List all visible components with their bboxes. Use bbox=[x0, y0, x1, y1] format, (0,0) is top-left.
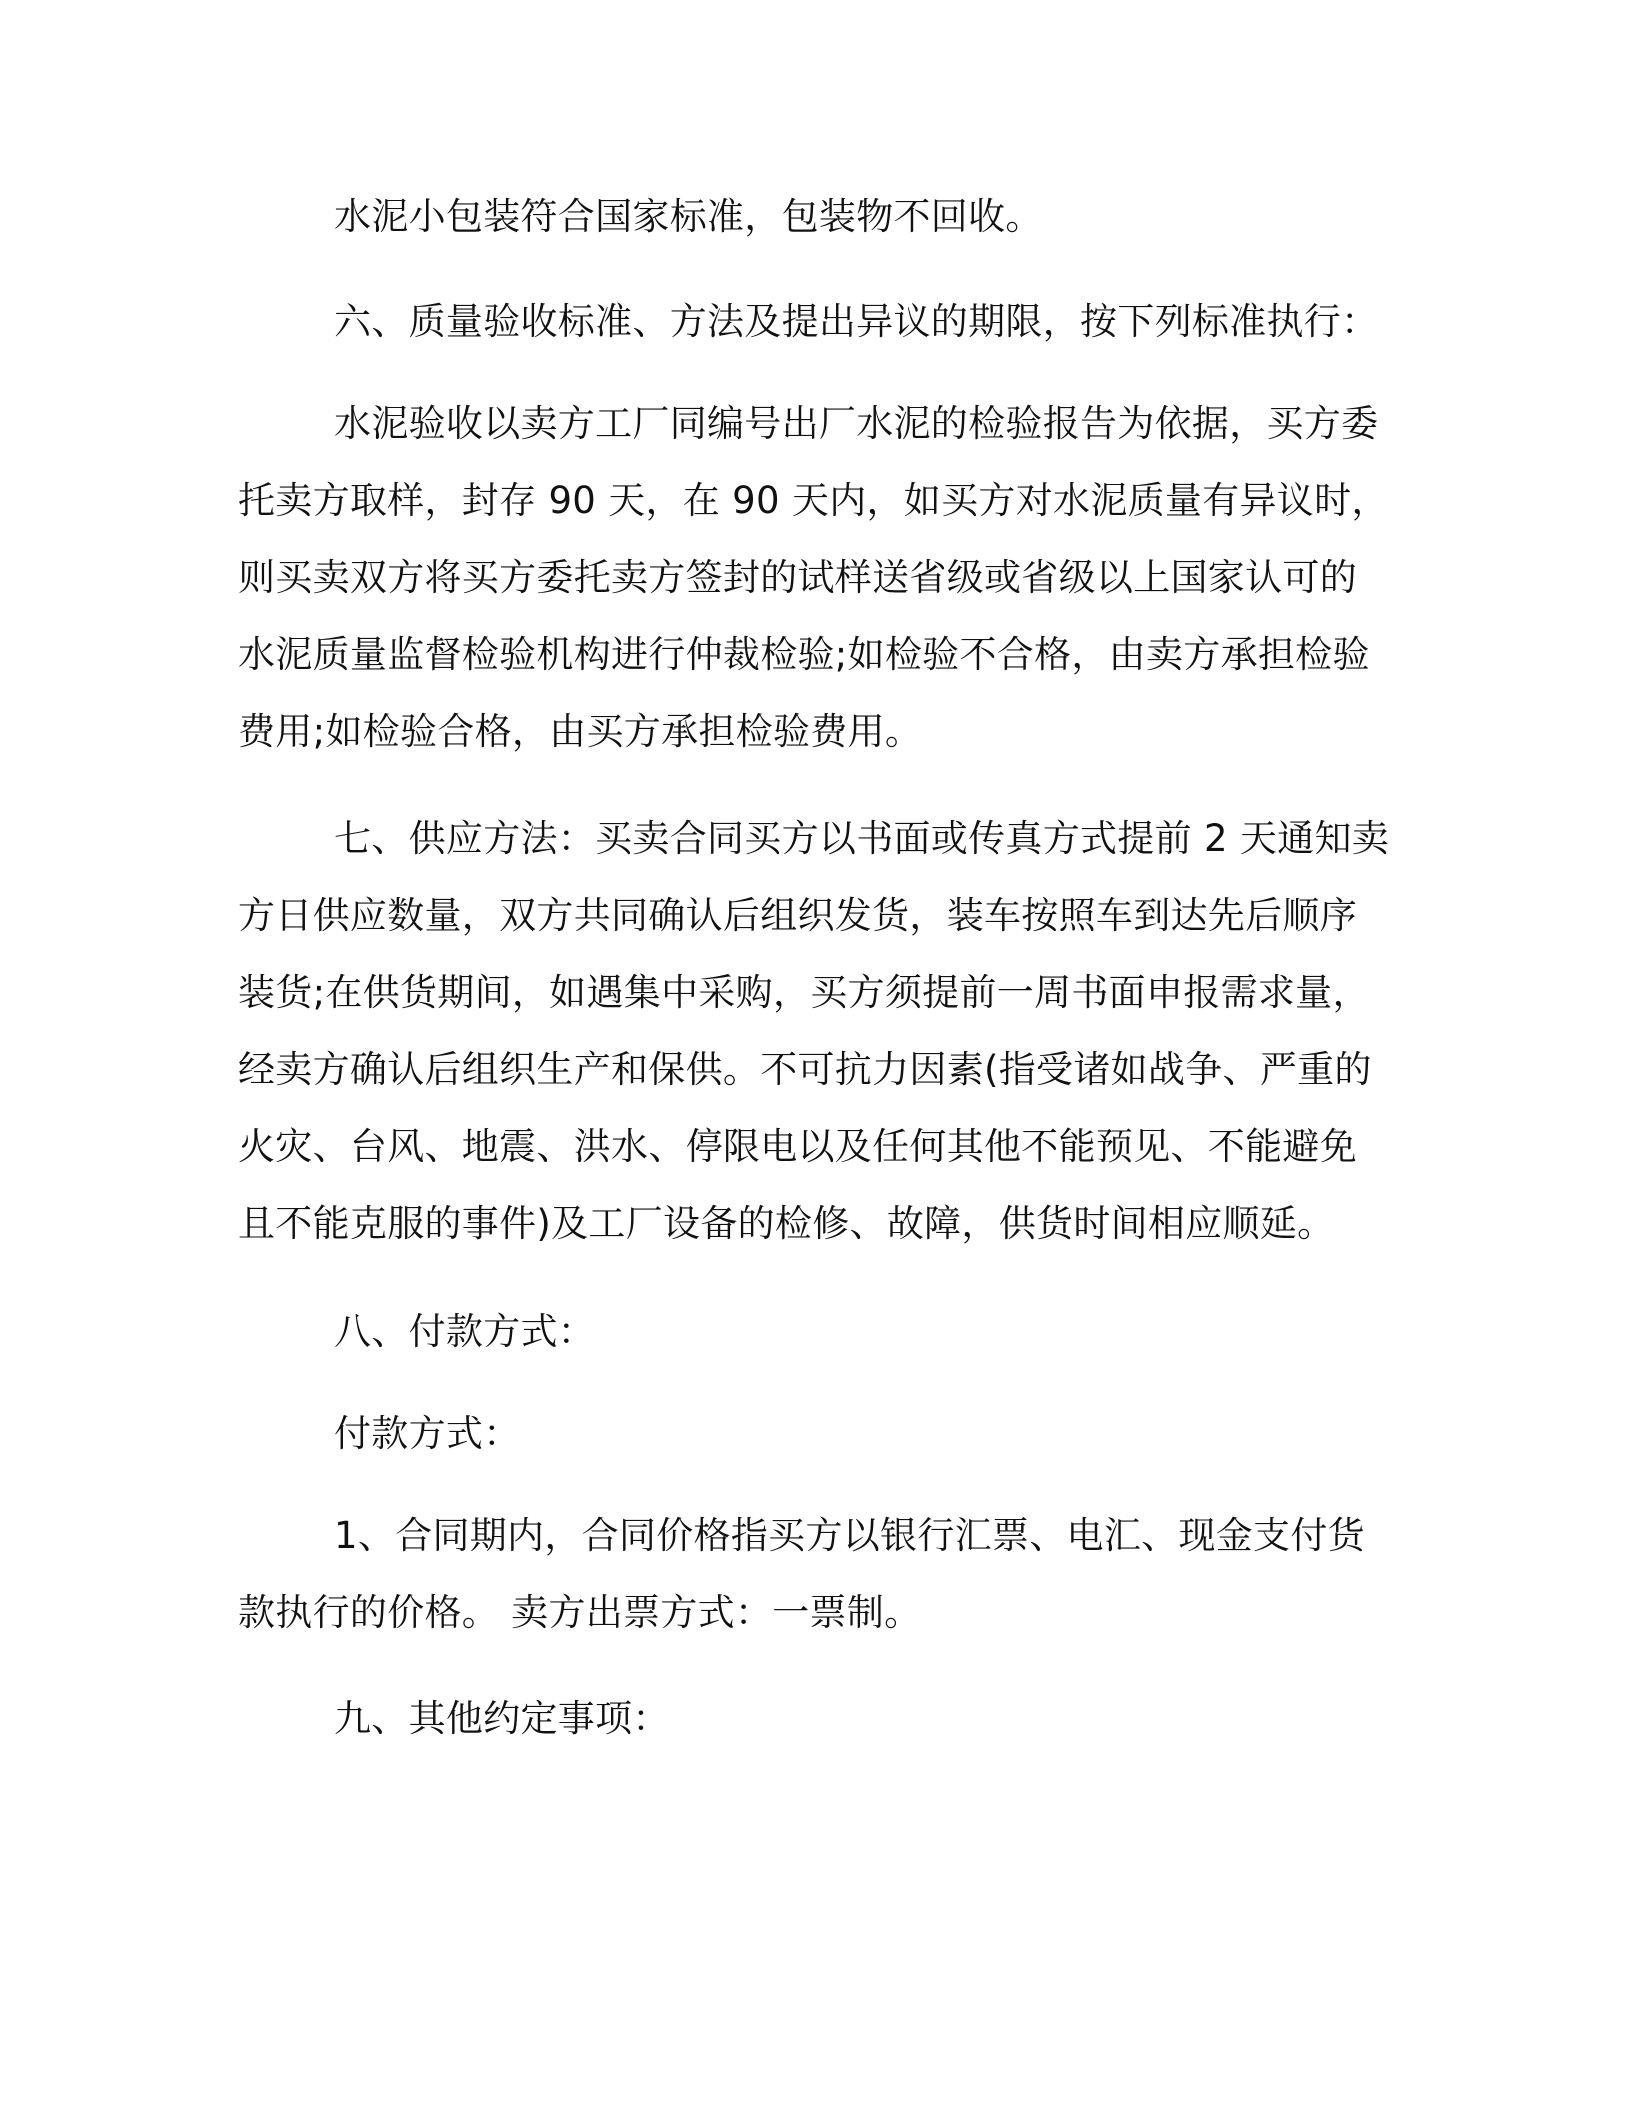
text-line: 且不能克服的事件)及工厂设备的检修、故障，供货时间相应顺延。 bbox=[238, 1202, 1335, 1245]
paragraph-section-7-supply bbox=[238, 800, 1390, 1262]
text-line: 水泥验收以卖方工厂同编号出厂水泥的检验报告为依据，买方委 bbox=[334, 402, 1379, 445]
text-line: 款执行的价格。 卖方出票方式：一票制。 bbox=[238, 1591, 922, 1634]
paragraph-quality-acceptance bbox=[238, 385, 1389, 770]
paragraph-section-8-heading bbox=[238, 1293, 1378, 1370]
text-line: 1、合同期内，合同价格指买方以银行汇票、电汇、现金支付货 bbox=[334, 1514, 1365, 1557]
paragraph-section-9-heading bbox=[238, 1680, 1378, 1757]
paragraph-payment-item-1 bbox=[238, 1497, 1378, 1651]
text-line: 方日供应数量，双方共同确认后组织发货，装车按照车到达先后顺序 bbox=[238, 894, 1357, 937]
text-line: 水泥小包装符合国家标准，包装物不回收。 bbox=[334, 195, 1043, 238]
text-line: 六、质量验收标准、方法及提出异议的期限，按下列标准执行： bbox=[334, 300, 1379, 343]
text-line: 费用;如检验合格，由买方承担检验费用。 bbox=[238, 710, 923, 753]
paragraph-payment-method bbox=[238, 1395, 1378, 1472]
text-line: 付款方式： bbox=[334, 1412, 521, 1455]
text-line: 八、付款方式： bbox=[334, 1310, 596, 1353]
paragraph-section-6-heading bbox=[238, 283, 1378, 360]
text-line: 水泥质量监督检验机构进行仲裁检验;如检验不合格，由卖方承担检验 bbox=[238, 633, 1370, 676]
paragraph-packaging bbox=[238, 178, 1378, 255]
text-line: 经卖方确认后组织生产和保供。不可抗力因素(指受诸如战争、严重的 bbox=[238, 1048, 1372, 1091]
text-line: 托卖方取样，封存 90 天，在 90 天内，如买方对水泥质量有异议时， bbox=[238, 479, 1389, 522]
text-line: 七、供应方法：买卖合同买方以书面或传真方式提前 2 天通知卖 bbox=[334, 817, 1390, 860]
text-line: 火灾、台风、地震、洪水、停限电以及任何其他不能预见、不能避免 bbox=[238, 1125, 1357, 1168]
text-line: 九、其他约定事项： bbox=[334, 1697, 670, 1740]
text-line: 则买卖双方将买方委托卖方签封的试样送省级或省级以上国家认可的 bbox=[238, 556, 1357, 599]
text-line: 装货;在供货期间，如遇集中采购，买方须提前一周书面申报需求量， bbox=[238, 971, 1370, 1014]
